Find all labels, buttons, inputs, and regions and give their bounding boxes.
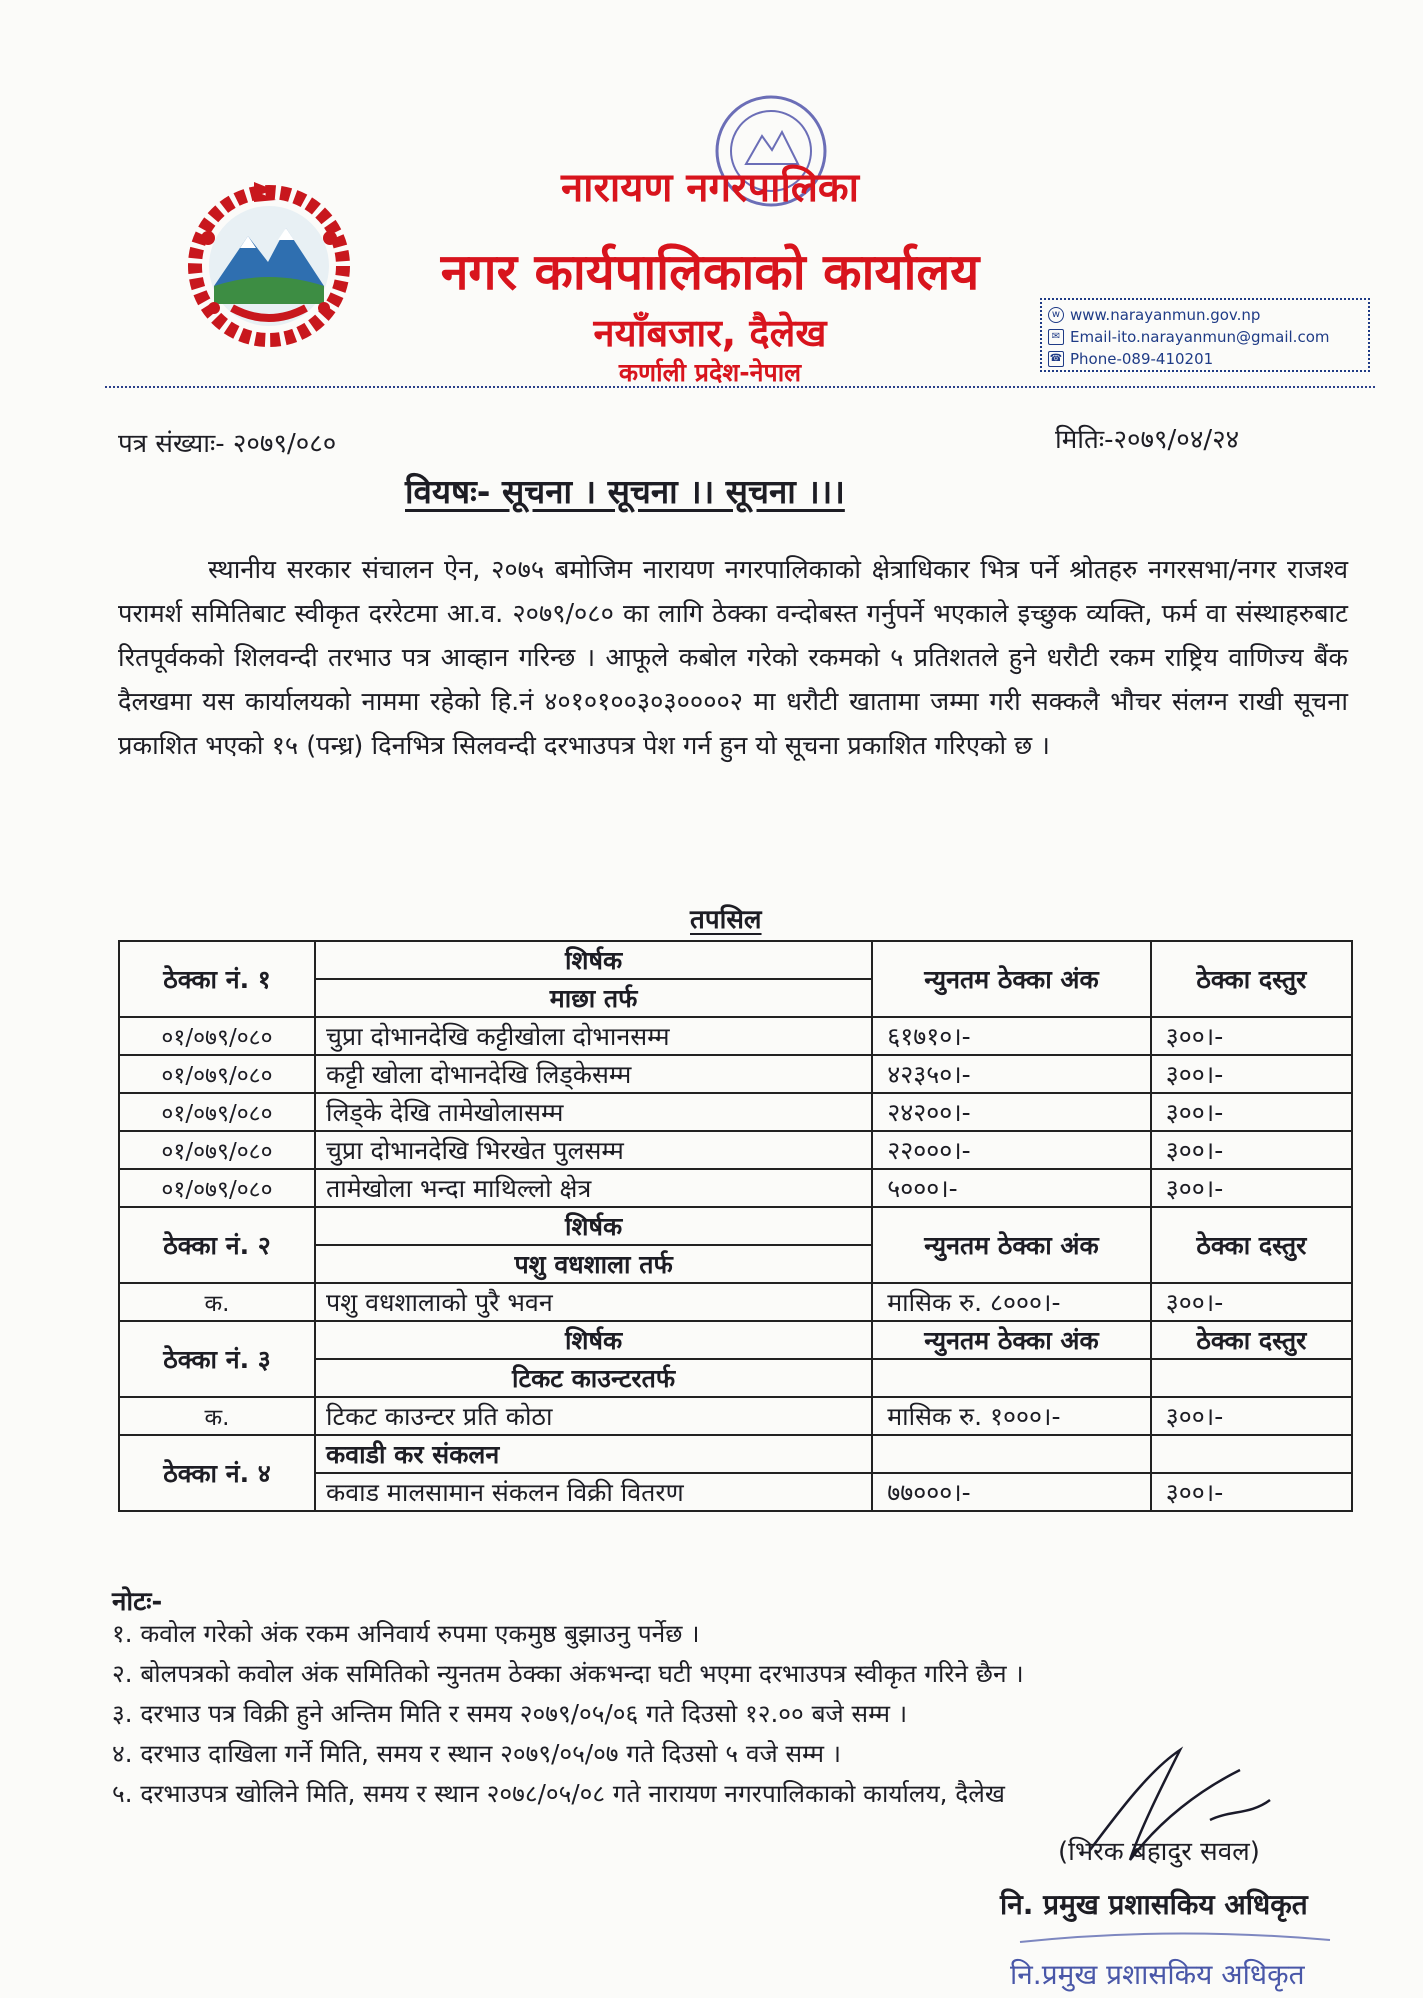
row-title: टिकट काउन्टर प्रति कोठा xyxy=(315,1397,872,1435)
row-fee: ३००।- xyxy=(1151,1055,1352,1093)
table-row xyxy=(119,941,1352,979)
category-subtitle: कवाडी कर संकलन xyxy=(315,1435,872,1473)
official-stamp xyxy=(990,1920,1350,1998)
municipality-name: नारायण नगरपालिका xyxy=(560,165,860,211)
row-fee: ३००।- xyxy=(1151,1397,1352,1435)
email-line xyxy=(1048,326,1362,348)
row-title: कवाड मालसामान संकलन विक्री वितरण xyxy=(315,1473,872,1511)
office-name: नगर कार्यपालिकाको कार्यालय xyxy=(440,243,980,301)
contract-label: ठेक्का नं. १ xyxy=(119,941,315,1017)
letter-date: मितिः-२०७९/०४/२४ xyxy=(1055,425,1240,455)
table-row xyxy=(119,1283,1352,1321)
row-fee: ३००।- xyxy=(1151,1473,1352,1511)
row-code: ०१/०७९/०८० xyxy=(119,1017,315,1055)
row-title: चुप्रा दोभानदेखि भिरखेत पुलसम्म xyxy=(315,1131,872,1169)
table-row xyxy=(119,1055,1352,1093)
table-row xyxy=(119,1169,1352,1207)
note-item: ३. दरभाउ पत्र विक्री हुने अन्तिम मिति र समय २०७९/०५/०६ गते दिउसो १२.०० बजे सम्म । xyxy=(112,1699,908,1728)
title-header: शिर्षक xyxy=(315,1321,872,1359)
phone-icon: ☎ xyxy=(1048,351,1064,367)
globe-icon: w xyxy=(1048,307,1064,323)
row-fee: ३००।- xyxy=(1151,1093,1352,1131)
row-min-amount: ६१७१०।- xyxy=(872,1017,1151,1055)
row-code: क. xyxy=(119,1397,315,1435)
province-name: कर्णाली प्रदेश-नेपाल xyxy=(618,358,802,387)
table-row xyxy=(119,1017,1352,1055)
row-min-amount: २४२००।- xyxy=(872,1093,1151,1131)
table-row xyxy=(119,1093,1352,1131)
empty-cell xyxy=(1151,1359,1352,1397)
website-text: www.narayanmun.gov.np xyxy=(1070,306,1261,324)
title-header: शिर्षक xyxy=(315,1207,872,1245)
contact-box xyxy=(1040,298,1370,372)
category-subtitle: पशु वधशाला तर्फ xyxy=(315,1245,872,1283)
table-row xyxy=(119,1397,1352,1435)
row-fee: ३००।- xyxy=(1151,1131,1352,1169)
row-min-amount: ७७०००।- xyxy=(872,1473,1151,1511)
category-subtitle: टिकट काउन्टरतर्फ xyxy=(315,1359,872,1397)
table-row xyxy=(119,1321,1352,1359)
fee-header: ठेक्का दस्तुर xyxy=(1151,1207,1352,1283)
header-divider xyxy=(105,386,1375,388)
table-caption: तपसिल xyxy=(690,905,762,935)
table-row xyxy=(119,1435,1352,1473)
letter-subject: वियषः- सूचना । सूचना ।। सूचना ।।। xyxy=(405,472,845,511)
category-subtitle: माछा तर्फ xyxy=(315,979,872,1017)
row-title: कट्टी खोला दोभानदेखि लिड्केसम्म xyxy=(315,1055,872,1093)
reference-number: पत्र संख्याः- २०७९/०८० xyxy=(118,429,337,459)
phone-text: Phone-089-410201 xyxy=(1070,350,1214,368)
row-title: चुप्रा दोभानदेखि कट्टीखोला दोभानसम्म xyxy=(315,1017,872,1055)
note-item: २. बोलपत्रको कवोल अंक समितिको न्युनतम ठेक्का अंकभन्दा घटी भएमा दरभाउपत्र स्वीकृत गरिने छैन । xyxy=(112,1659,1024,1688)
row-title: तामेखोला भन्दा माथिल्लो क्षेत्र xyxy=(315,1169,872,1207)
office-location: नयाँबजार, दैलेख xyxy=(593,311,827,355)
empty-cell xyxy=(872,1435,1151,1473)
mail-icon: ✉ xyxy=(1048,329,1064,345)
row-min-amount: ४२३५०।- xyxy=(872,1055,1151,1093)
row-code: ०१/०७९/०८० xyxy=(119,1131,315,1169)
min-amount-header: न्युनतम ठेक्का अंक xyxy=(872,1207,1151,1283)
contract-table xyxy=(118,940,1353,1512)
row-fee: ३००।- xyxy=(1151,1169,1352,1207)
table-row xyxy=(119,1131,1352,1169)
email-text: Email-ito.narayanmun@gmail.com xyxy=(1070,328,1330,346)
row-min-amount: २२०००।- xyxy=(872,1131,1151,1169)
notice-body: स्थानीय सरकार संचालन ऐन, २०७५ बमोजिम नारायण नगरपालिकाको क्षेत्राधिकार भित्र पर्ने श्रोतहरु नगरसभा/नगर राजश्व परामर्श समितिबाट स्वीकृत दररेटमा आ.व. २०७९/०८० का लागि ठेक्का वन्दोबस्त गर्नुपर्ने भएकाले इच्छुक व्यक्ति, फर्म वा संस्थाहरुबाट रितपूर्वकको शिलवन्दी तरभाउ पत्र आव्हान गरिन्छ । आफूले कबोल गरेको रकमको ५ प्रतिशतले हुने धरौटी रकम राष्ट्रिय वाणिज्य बैंक दैलखमा यस कार्यालयको नाममा रहेको हि.नं ४०१०१००३०३००००२ मा धरौटी खातामा जम्मा गरी सक्कलै भौचर संलग्न राखी सूचना प्रकाशित भएको १५ (पन्ध्र) दिनभित्र सिलवन्दी दरभाउपत्र पेश गर्न हुन यो सूचना प्रकाशित गरिएको छ । xyxy=(118,555,1348,761)
row-title: पशु वधशालाको पुरै भवन xyxy=(315,1283,872,1321)
min-amount-header: न्युनतम ठेक्का अंक xyxy=(872,1321,1151,1359)
signer-name: (भिरक बहादुर सवल) xyxy=(1058,1837,1260,1867)
title-header: शिर्षक xyxy=(315,941,872,979)
table-row xyxy=(119,1207,1352,1245)
fee-header: ठेक्का दस्तुर xyxy=(1151,1321,1352,1359)
row-title: लिड्के देखि तामेखोलासम्म xyxy=(315,1093,872,1131)
notes-title: नोटः- xyxy=(112,1587,163,1617)
note-item: ५. दरभाउपत्र खोलिने मिति, समय र स्थान २०७८/०५/०८ गते नारायण नगरपालिकाको कार्यालय, दैलेख xyxy=(112,1779,1005,1808)
note-item: १. कवोल गरेको अंक रकम अनिवार्य रुपमा एकमुष्ठ बुझाउनु पर्नेछ । xyxy=(112,1619,700,1648)
row-code: ०१/०७९/०८० xyxy=(119,1169,315,1207)
website-line xyxy=(1048,304,1362,326)
contract-label: ठेक्का नं. ३ xyxy=(119,1321,315,1397)
row-fee: ३००।- xyxy=(1151,1283,1352,1321)
row-min-amount: ५०००।- xyxy=(872,1169,1151,1207)
empty-cell xyxy=(1151,1435,1352,1473)
note-item: ४. दरभाउ दाखिला गर्ने मिति, समय र स्थान २०७९/०५/०७ गते दिउसो ५ वजे सम्म । xyxy=(112,1739,842,1768)
row-fee: ३००।- xyxy=(1151,1017,1352,1055)
row-min-amount: मासिक रु. १०००।- xyxy=(872,1397,1151,1435)
contract-label: ठेक्का नं. ४ xyxy=(119,1435,315,1511)
signer-title: नि. प्रमुख प्रशासकिय अधिकृत xyxy=(1000,1888,1308,1921)
svg-text:नि.प्रमुख प्रशासकिय अधिकृत: नि.प्रमुख प्रशासकिय अधिकृत xyxy=(1010,1958,1305,1991)
fee-header: ठेक्का दस्तुर xyxy=(1151,941,1352,1017)
row-code: ०१/०७९/०८० xyxy=(119,1055,315,1093)
row-code: ०१/०७९/०८० xyxy=(119,1093,315,1131)
row-min-amount: मासिक रु. ८०००।- xyxy=(872,1283,1151,1321)
row-code: क. xyxy=(119,1283,315,1321)
min-amount-header: न्युनतम ठेक्का अंक xyxy=(872,941,1151,1017)
phone-line xyxy=(1048,348,1362,370)
nepal-emblem-icon xyxy=(178,178,360,348)
contract-label: ठेक्का नं. २ xyxy=(119,1207,315,1283)
empty-cell xyxy=(872,1359,1151,1397)
